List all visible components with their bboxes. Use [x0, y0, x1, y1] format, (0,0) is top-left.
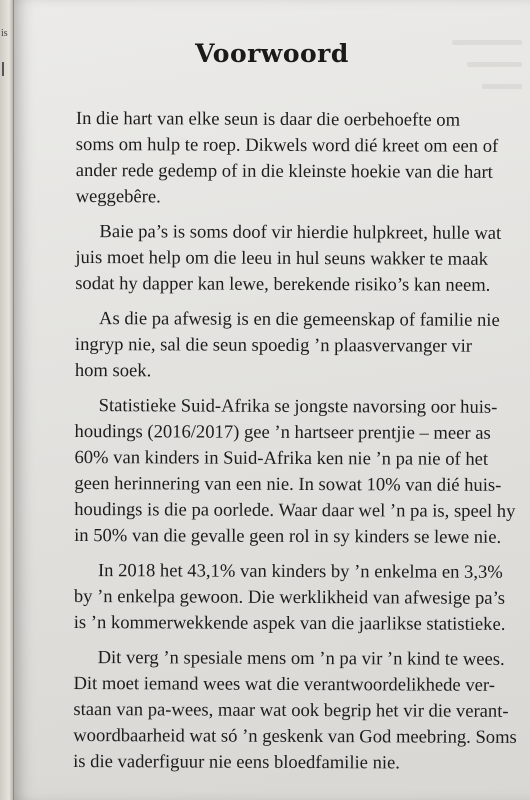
text-line: weggebêre. [75, 185, 161, 208]
book-page [14, 0, 530, 800]
text-line: by ’n enkelpa gewoon. Die werklikheid van afwesige pa’s [73, 585, 506, 609]
paragraph-4 [74, 393, 527, 551]
text-line: in 50% van die gevalle geen rol in sy kinders se lewe nie. [74, 524, 502, 548]
text-line: is die vaderfiguur nie eens bloedfamilie nie. [73, 750, 401, 774]
paragraph-1 [76, 106, 528, 212]
paragraph-3 [75, 306, 527, 386]
text-line: 60% van kinders in Suid-Afrika ken nie ’n pa nie of het [74, 446, 489, 470]
previous-page-text: is [1, 28, 8, 39]
text-line: ingryp nie, sal die seun spoedig ’n plaasvervanger vir [74, 333, 473, 357]
previous-page-mark [2, 62, 4, 76]
paragraph-2 [75, 219, 527, 299]
text-line: Baie pa’s is soms doof vir hierdie hulpkreet, hulle wat [99, 221, 502, 244]
text-line: geen herinnering van een nie. In sowat 10% van dié huis- [74, 472, 502, 496]
text-line: ander rede gedemp of in die kleinste hoekie van die hart [75, 159, 493, 183]
text-line: houdings is die pa oorlede. Waar daar wel ’n pa is, speel hy [74, 498, 516, 522]
text-line: houdings (2016/2017) gee ’n hartseer prentjie – meer as [74, 420, 491, 444]
text-line: Dit verg ’n spesiale mens om ’n pa vir ’n kind te wees. [97, 647, 505, 670]
text-line: staan van pa-wees, maar wat ook begrip het vir die verant- [73, 698, 509, 722]
text-line: Dit moet iemand wees wat die verantwoordelikhede ver- [73, 672, 495, 696]
text-line: As die pa afwesig is en die gemeenskap of familie nie [99, 308, 500, 331]
bleed-through-mark [482, 84, 522, 89]
text-line: is ’n kommerwekkende aspek van die jaarlikse statistieke. [73, 611, 506, 635]
text-line: juis moet help om die leeu in hul seuns wakker te maak [75, 246, 488, 270]
text-line: Statistieke Suid-Afrika se jongste navorsing oor huis- [98, 395, 498, 418]
text-line: soms om hulp te roep. Dikwels word dié kreet om een of [75, 133, 499, 157]
paragraph-6 [73, 645, 526, 777]
page-title: Voorwoord [195, 38, 349, 68]
page-body [73, 106, 528, 786]
paragraph-5 [74, 558, 526, 638]
text-line: sodat hy dapper kan lewe, berekende risiko’s kan neem. [75, 272, 491, 296]
text-line: In die hart van elke seun is daar die oerbehoefte om [75, 107, 461, 131]
previous-page-edge [0, 0, 14, 800]
text-line: hom soek. [74, 359, 152, 382]
text-line: In 2018 het 43,1% van kinders by ’n enkelma en 3,3% [97, 560, 503, 583]
text-line: woordbaarheid wat só ’n geskenk van God meebring. Soms [73, 724, 517, 748]
